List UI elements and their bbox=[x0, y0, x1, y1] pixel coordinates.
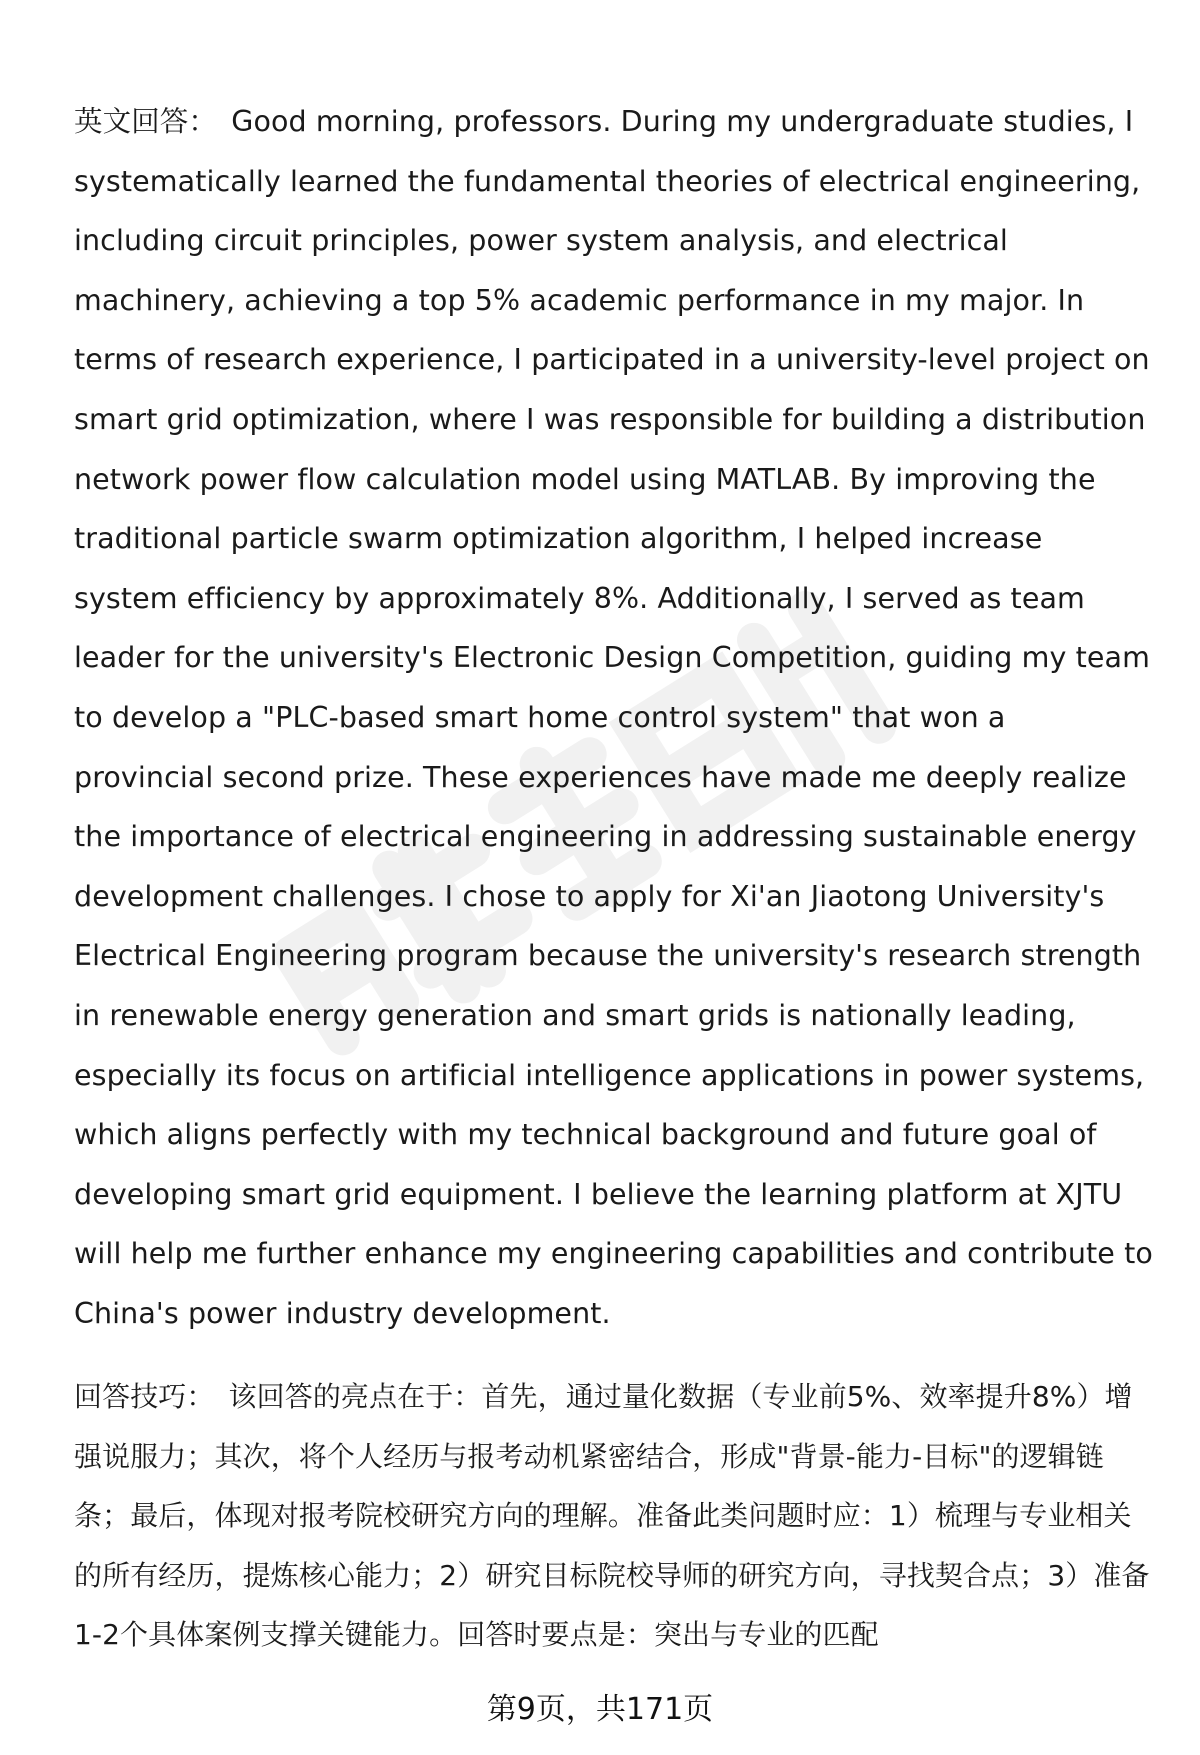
answer-tips-text: 该回答的亮点在于：首先，通过量化数据（专业前5%、效率提升8%）增强说服力；其次，将个人经历与报考动机紧密结合，形成"背景-能力-目标"的逻辑链条；最后，体现对报考院校研究方向的理解。准备此类问题时应：1）梳理与专业相关的所有经历，提炼核心能力；2）研究目标院校导师的研究方向，寻找契合点；3）准备1-2个具体案例支撑关键能力。回答时要点是：突出与专业的匹配 bbox=[74, 1380, 1150, 1651]
english-answer-label: 英文回答： bbox=[74, 105, 218, 138]
english-answer-text: Good morning, professors. During my undergraduate studies, I systematically learned the fundamental theories of electrical engineering, including circuit principles, power system analysis, and electrical machinery, achieving a top 5% academic performance in my major. In terms of research experience, I participated in a university-level project on smart grid optimization, where I was responsible for building a distribution network power flow calculation model using MATLAB. By improving the traditional particle swarm optimization algorithm, I helped increase system efficiency by approximately 8%. Additionally, I served as team leader for the university's Electronic Design Competition, guiding my team to develop a "PLC-based smart home control system" that won a provincial second prize. These experiences have made me deeply realize the importance of electrical engineering in addressing sustainable energy development challenges. I chose to apply for Xi'an Jiaotong University's Electrical Engineering program because the university's research strength in renewable energy generation and smart grids is nationally leading, especially its focus on artificial intelligence applications in power systems, which aligns perfectly with my technical background and future goal of developing smart grid equipment. I believe the learning platform at XJTU will help me further enhance my engineering capabilities and contribute to China's power industry development. bbox=[74, 105, 1153, 1330]
english-answer-paragraph bbox=[74, 92, 1154, 1343]
page-number-footer: 第9页，共171页 bbox=[486, 1692, 714, 1727]
answer-tips-label: 回答技巧： bbox=[74, 1380, 215, 1413]
answer-tips-paragraph bbox=[74, 1367, 1154, 1665]
